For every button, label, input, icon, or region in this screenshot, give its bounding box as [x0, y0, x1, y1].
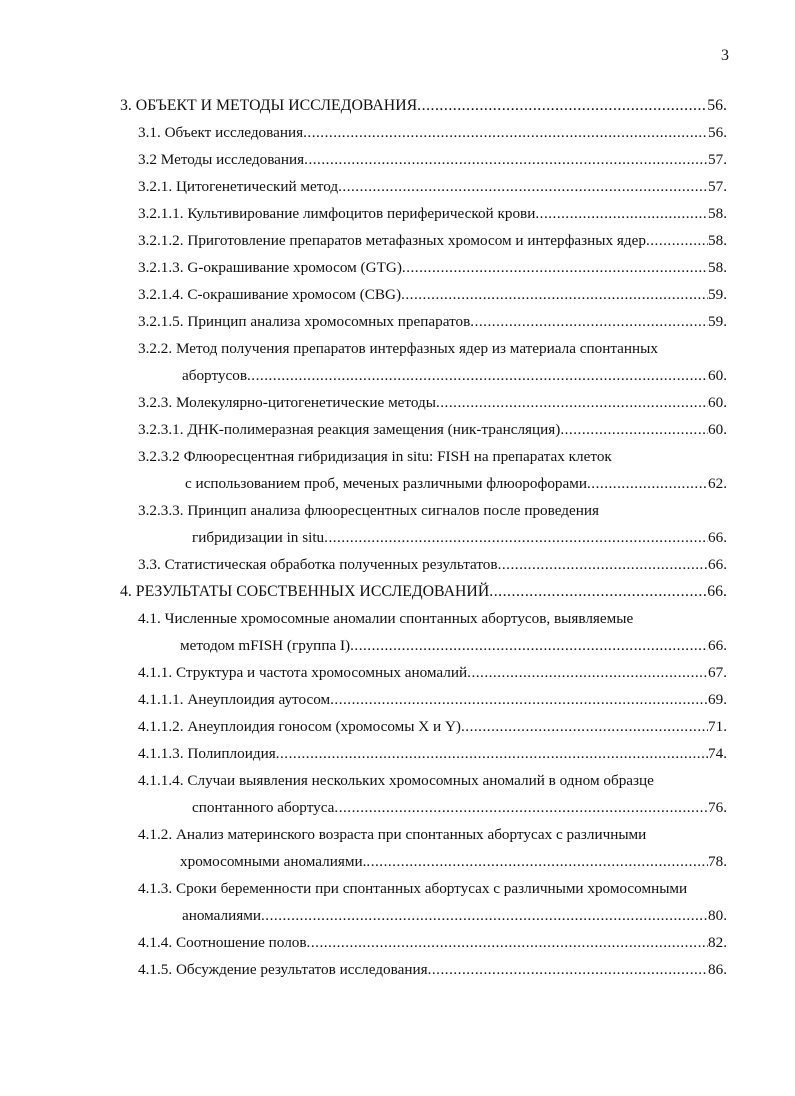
dot-leader: [599, 497, 727, 524]
dot-leader: [654, 767, 727, 794]
dot-leader: [366, 848, 708, 875]
toc-chapter-entry: [120, 578, 727, 605]
toc-entry: [138, 389, 727, 416]
toc-entry-page: 71.: [708, 718, 727, 735]
toc-entry-page: 60.: [708, 367, 727, 384]
toc-entry-title: 3.2 Методы исследования: [138, 151, 305, 168]
toc-entry-page: 62.: [708, 475, 727, 492]
toc-entry-title: 4.1.1.1. Анеуплоидия аутосом: [138, 691, 331, 708]
toc-entry-page: 74.: [708, 745, 727, 762]
toc-entry: [192, 794, 727, 821]
toc-entry: [185, 470, 727, 497]
dot-leader: [436, 389, 708, 416]
dot-leader: [560, 416, 708, 443]
toc-entry-page: 80.: [708, 907, 727, 924]
toc-entry-page: 56.: [708, 124, 727, 141]
toc-entry-title: 3.2.1. Цитогенетический метод: [138, 178, 339, 195]
toc-entry-title: хромосомными аномалиями.: [180, 853, 367, 870]
toc-entry-title: 4.1.1. Структура и частота хромосомных аномалий: [138, 664, 468, 681]
toc-entry-page: 66.: [708, 637, 727, 654]
toc-entry-page: 66.: [708, 556, 727, 573]
toc-entry: [182, 902, 727, 929]
toc-entry-title: 3.2.1.2. Приготовление препаратов метафазных хромосом и интерфазных ядер: [138, 232, 646, 249]
dot-leader: [428, 956, 708, 983]
dot-leader: [304, 146, 708, 173]
dot-leader: [276, 740, 708, 767]
dot-leader: [261, 902, 708, 929]
toc-entry: [138, 146, 727, 173]
toc-entry-title: 3. ОБЪЕКТ И МЕТОДЫ ИССЛЕДОВАНИЯ: [120, 97, 418, 114]
toc-entry: [138, 713, 727, 740]
toc-entry: [138, 551, 727, 578]
toc-entry-title: 4.1.4. Соотношение полов: [138, 934, 307, 951]
dot-leader: [646, 227, 708, 254]
toc-entry-title: 4.1.3. Сроки беременности при спонтанных абортусах с различными хромосомными: [138, 880, 688, 897]
toc-entry: [138, 821, 727, 848]
toc-entry: [138, 173, 727, 200]
toc-entry: [180, 848, 727, 875]
toc-entry-page: 66.: [707, 583, 727, 600]
toc-entry: [138, 497, 727, 524]
toc-entry-title: 3.2.1.5. Принцип анализа хромосомных препаратов: [138, 313, 471, 330]
dot-leader: [334, 794, 708, 821]
toc-entry-page: 58.: [708, 205, 727, 222]
toc-entry: [138, 659, 727, 686]
dot-leader: [417, 92, 707, 119]
toc-entry-page: 58.: [708, 259, 727, 276]
toc-entry-page: 78.: [708, 853, 727, 870]
toc-entry-title: с использованием проб, меченых различными флюорофорами: [185, 475, 587, 492]
dot-leader: [612, 443, 727, 470]
toc-chapter-entry: [120, 92, 727, 119]
toc-entry-title: 3.2.3.1. ДНК-полимеразная реакция замещения (ник-трансляция): [138, 421, 561, 438]
toc-entry: [138, 956, 727, 983]
toc-entry: [138, 254, 727, 281]
dot-leader: [467, 659, 708, 686]
toc-entry-title: 3.2.1.1. Культивирование лимфоцитов периферической крови: [138, 205, 536, 222]
toc-entry-page: 57.: [708, 151, 727, 168]
toc-entry-title: 3.2.3.2 Флюоресцентная гибридизация in situ: FISH на препаратах клеток: [138, 448, 612, 465]
dot-leader: [489, 578, 707, 605]
dot-leader: [402, 254, 708, 281]
toc-entry-title: 4.1. Численные хромосомные аномалии спонтанных абортусов, выявляемые: [138, 610, 634, 627]
toc-entry-title: 3.2.3.3. Принцип анализа флюоресцентных сигналов после проведения: [138, 502, 599, 519]
toc-entry: [138, 875, 727, 902]
toc-entry-title: спонтанного абортуса: [192, 799, 335, 816]
toc-entry: [138, 308, 727, 335]
dot-leader: [535, 200, 708, 227]
dot-leader: [658, 335, 727, 362]
toc-entry-page: 60.: [708, 394, 727, 411]
dot-leader: [330, 686, 708, 713]
toc-entry: [138, 686, 727, 713]
toc-entry-title: абортусов: [182, 367, 247, 384]
dot-leader: [350, 632, 708, 659]
dot-leader: [461, 713, 708, 740]
toc-entry: [182, 362, 727, 389]
dot-leader: [633, 605, 727, 632]
dot-leader: [307, 929, 708, 956]
toc-entry-title: 4.1.5. Обсуждение результатов исследования: [138, 961, 428, 978]
toc-entry-title: 4. РЕЗУЛЬТАТЫ СОБСТВЕННЫХ ИССЛЕДОВАНИЙ: [120, 583, 490, 600]
toc-entry: [138, 443, 727, 470]
toc-entry-page: 59.: [708, 286, 727, 303]
toc-entry: [192, 524, 727, 551]
toc-entry: [138, 605, 727, 632]
toc-entry: [138, 416, 727, 443]
dot-leader: [498, 551, 708, 578]
toc-entry-title: 3.2.2. Метод получения препаратов интерфазных ядер из материала спонтанных: [138, 340, 658, 357]
dot-leader: [646, 821, 727, 848]
toc-entry: [138, 929, 727, 956]
dot-leader: [470, 308, 708, 335]
toc-entry-page: 69.: [708, 691, 727, 708]
toc-entry-title: 3.2.1.3. G-окрашивание хромосом (GTG): [138, 259, 402, 276]
toc-entry-title: 4.1.1.4. Случаи выявления нескольких хромосомных аномалий в одном образце: [138, 772, 654, 789]
toc-entry-page: 67.: [708, 664, 727, 681]
toc-entry: [138, 227, 727, 254]
dot-leader: [247, 362, 708, 389]
page-number: 3: [721, 47, 729, 64]
toc-entry: [138, 740, 727, 767]
toc-entry-title: 3.1. Объект исследования: [138, 124, 304, 141]
toc-entry-title: гибридизации in situ: [192, 529, 325, 546]
toc-entry-title: 3.2.3. Молекулярно-цитогенетические методы: [138, 394, 436, 411]
toc-entry-page: 59.: [708, 313, 727, 330]
toc-entry-title: 3.3. Статистическая обработка полученных результатов: [138, 556, 498, 573]
toc-entry-title: 4.1.1.2. Анеуплоидия гоносом (хромосомы X и Y): [138, 718, 461, 735]
dot-leader: [401, 281, 708, 308]
toc-entry-title: 3.2.1.4. С-окрашивание хромосом (CBG): [138, 286, 402, 303]
toc-entry-title: 4.1.1.3. Полиплоидия: [138, 745, 276, 762]
dot-leader: [324, 524, 708, 551]
dot-leader: [687, 875, 727, 902]
toc-entry: [138, 767, 727, 794]
toc-entry: [138, 335, 727, 362]
toc-entry: [138, 200, 727, 227]
toc-entry-page: 60.: [708, 421, 727, 438]
toc-entry-page: 56.: [707, 97, 727, 114]
toc-entry-page: 58.: [708, 232, 727, 249]
dot-leader: [303, 119, 708, 146]
toc-entry: [180, 632, 727, 659]
toc-entry-page: 66.: [708, 529, 727, 546]
toc-entry-title: аномалиями: [182, 907, 261, 924]
toc-entry: [138, 119, 727, 146]
toc-entry-page: 76.: [708, 799, 727, 816]
toc-entry-title: 4.1.2. Анализ материнского возраста при спонтанных абортусах с различными: [138, 826, 647, 843]
toc-entry-page: 57.: [708, 178, 727, 195]
toc-entry-title: методом mFISH (группа I): [180, 637, 351, 654]
toc-entry-page: 86.: [708, 961, 727, 978]
toc-entry-page: 82.: [708, 934, 727, 951]
dot-leader: [587, 470, 708, 497]
toc-entry: [138, 281, 727, 308]
dot-leader: [338, 173, 708, 200]
